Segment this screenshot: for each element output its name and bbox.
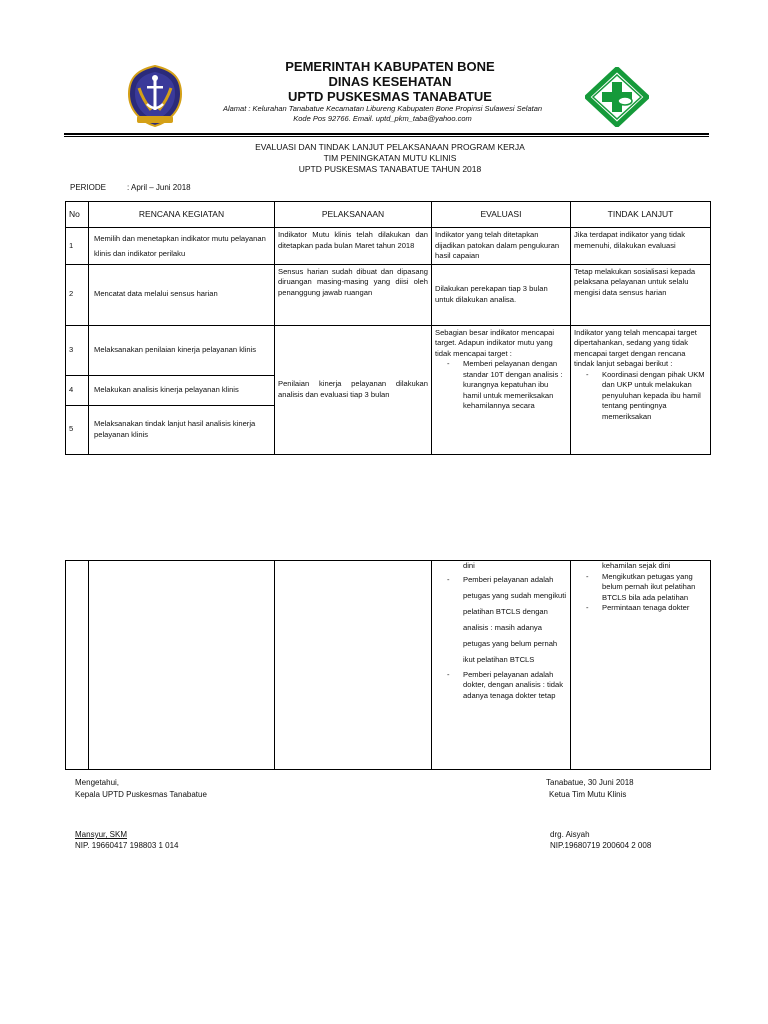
- table-row: [66, 264, 711, 325]
- rencana-cell: Melaksanakan penilaian kinerja pelayanan klinis: [89, 325, 275, 375]
- pelaksanaan-cell: Indikator Mutu klinis telah dilakukan dan ditetapkan pada bulan Maret tahun 2018: [275, 228, 432, 265]
- evaluasi-continued-cell: [432, 561, 571, 770]
- doc-title: EVALUASI DAN TINDAK LANJUT PELAKSANAAN PROGRAM KERJA: [255, 142, 525, 152]
- col-header-pelaksanaan: PELAKSANAAN: [275, 202, 432, 228]
- header-government: PEMERINTAH KABUPATEN BONE: [285, 59, 495, 74]
- col-header-evaluasi: EVALUASI: [432, 202, 571, 228]
- sign-right-position: Ketua Tim Mutu Klinis: [549, 790, 627, 799]
- pelaksanaan-merged-cell: Penilaian kinerja pelayanan dilakukan analisis dan evaluasi tiap 3 bulan: [275, 325, 432, 454]
- row-number: 5: [66, 405, 89, 454]
- row-number: 1: [66, 228, 89, 265]
- tindak-carry-text: kehamilan sejak dini: [602, 561, 671, 570]
- evaluasi-cell: Indikator yang telah ditetapkan dijadikan patokan dalam pengukuran hasil capaian: [432, 228, 571, 265]
- tindak-lanjut-continued-cell: [571, 561, 711, 770]
- table-header-row: [66, 202, 711, 228]
- header-address: Alamat : Kelurahan Tanabatue Kecamatan Libureng Kabupaten Bone Propinsi Sulawesi Selatan: [222, 104, 543, 113]
- table-row: [66, 228, 711, 265]
- letterhead-rule: [64, 133, 709, 135]
- rencana-cell-empty: [89, 561, 275, 770]
- tindak-item: - Koordinasi dengan pihak UKM dan UKP untuk melakukan penyuluhan kepada ibu hamil tentang pentingnya memeriksakan: [602, 370, 707, 423]
- sign-right-date: Tanabatue, 30 Juni 2018: [546, 778, 634, 787]
- rencana-cell: Melakukan analisis kinerja pelayanan klinis: [89, 375, 275, 405]
- evaluasi-item: - Pemberi pelayanan adalah dokter, dengan analisis : tidak adanya tenaga dokter tetap: [463, 670, 567, 702]
- evaluation-table: [65, 201, 711, 455]
- tindak-lanjut-cell: Jika terdapat indikator yang tidak memenuhi, dilakukan evaluasi: [571, 228, 711, 265]
- sign-left-name: Mansyur, SKM: [75, 830, 128, 839]
- table-row: [66, 561, 711, 770]
- periode-label: PERIODE: [70, 183, 107, 192]
- tindak-lanjut-merged-cell: [571, 325, 711, 454]
- table-row: [66, 325, 711, 375]
- doc-subtitle-team: TIM PENINGKATAN MUTU KLINIS: [323, 153, 457, 163]
- tindak-item: - Mengikutkan petugas yang belum pernah ikut pelatihan BTCLS bila ada pelatihan: [602, 572, 707, 604]
- pelaksanaan-cell-empty: [275, 561, 432, 770]
- evaluasi-merged-cell: [432, 325, 571, 454]
- rencana-cell: Mencatat data melalui sensus harian: [89, 264, 275, 325]
- header-unit: UPTD PUSKESMAS TANABATUE: [288, 89, 492, 104]
- puskesmas-logo: [585, 67, 649, 127]
- evaluasi-intro: Sebagian besar indikator mencapai target. Adapun indikator mutu yang tidak mencapai target :: [435, 327, 555, 358]
- evaluasi-cell: Dilakukan perekapan tiap 3 bulan untuk dilakukan analisa.: [432, 264, 571, 325]
- sign-right-name: drg. Aisyah: [550, 830, 590, 839]
- sign-left-label: Mengetahui,: [75, 778, 120, 787]
- bone-regency-logo: [125, 64, 185, 128]
- row-number-empty: [66, 561, 89, 770]
- evaluasi-item: - Pemberi pelayanan adalah petugas yang sudah mengikuti pelatihan BTCLS dengan analisis : masih adanya petugas yang belum pernah ikut pelatihan BTCLS: [463, 572, 567, 668]
- doc-subtitle-year: UPTD PUSKESMAS TANABATUE TAHUN 2018: [298, 164, 482, 174]
- letterhead-rule-thin: [64, 136, 709, 137]
- sign-right-nip: NIP.19680719 200604 2 008: [550, 841, 652, 850]
- col-header-no: No: [66, 202, 89, 228]
- tindak-item: - Permintaan tenaga dokter: [602, 603, 707, 614]
- header-agency: DINAS KESEHATAN: [328, 74, 452, 89]
- row-number: 2: [66, 264, 89, 325]
- sign-left-nip: NIP. 19660417 198803 1 014: [75, 841, 179, 850]
- sign-left-position: Kepala UPTD Puskesmas Tanabatue: [75, 790, 207, 799]
- tindak-lanjut-cell: Tetap melakukan sosialisasi kepada pelaksana pelayanan untuk selalu mengisi data sensus harian: [571, 264, 711, 325]
- row-number: 4: [66, 375, 89, 405]
- row-number: 3: [66, 325, 89, 375]
- periode-value: : April – Juni 2018: [127, 183, 191, 192]
- rencana-cell: Memilih dan menetapkan indikator mutu pelayanan klinis dan indikator perilaku: [89, 228, 275, 265]
- evaluasi-carry-text: dini: [463, 561, 475, 570]
- col-header-rencana: RENCANA KEGIATAN: [89, 202, 275, 228]
- rencana-cell: Melaksanakan tindak lanjut hasil analisis kinerja pelayanan klinis: [89, 405, 275, 454]
- continuation-table: [65, 560, 711, 770]
- tindak-intro: Indikator yang telah mencapai target dipertahankan, sedang yang tidak mencapai target dengan rencana tindak lanjut sebagai berikut :: [574, 327, 697, 368]
- pelaksanaan-cell: Sensus harian sudah dibuat dan dipasang diruangan masing-masing yang diisi oleh penanggung jawab ruangan: [275, 264, 432, 325]
- col-header-tindak-lanjut: TINDAK LANJUT: [571, 202, 711, 228]
- header-postal-email: Kode Pos 92766. Email. uptd_pkm_taba@yahoo.com: [293, 114, 472, 123]
- evaluasi-item: - Memberi pelayanan dengan standar 10T dengan analisis : kurangnya kepatuhan ibu hamil untuk memeriksakan kehamilannya secara: [463, 359, 567, 412]
